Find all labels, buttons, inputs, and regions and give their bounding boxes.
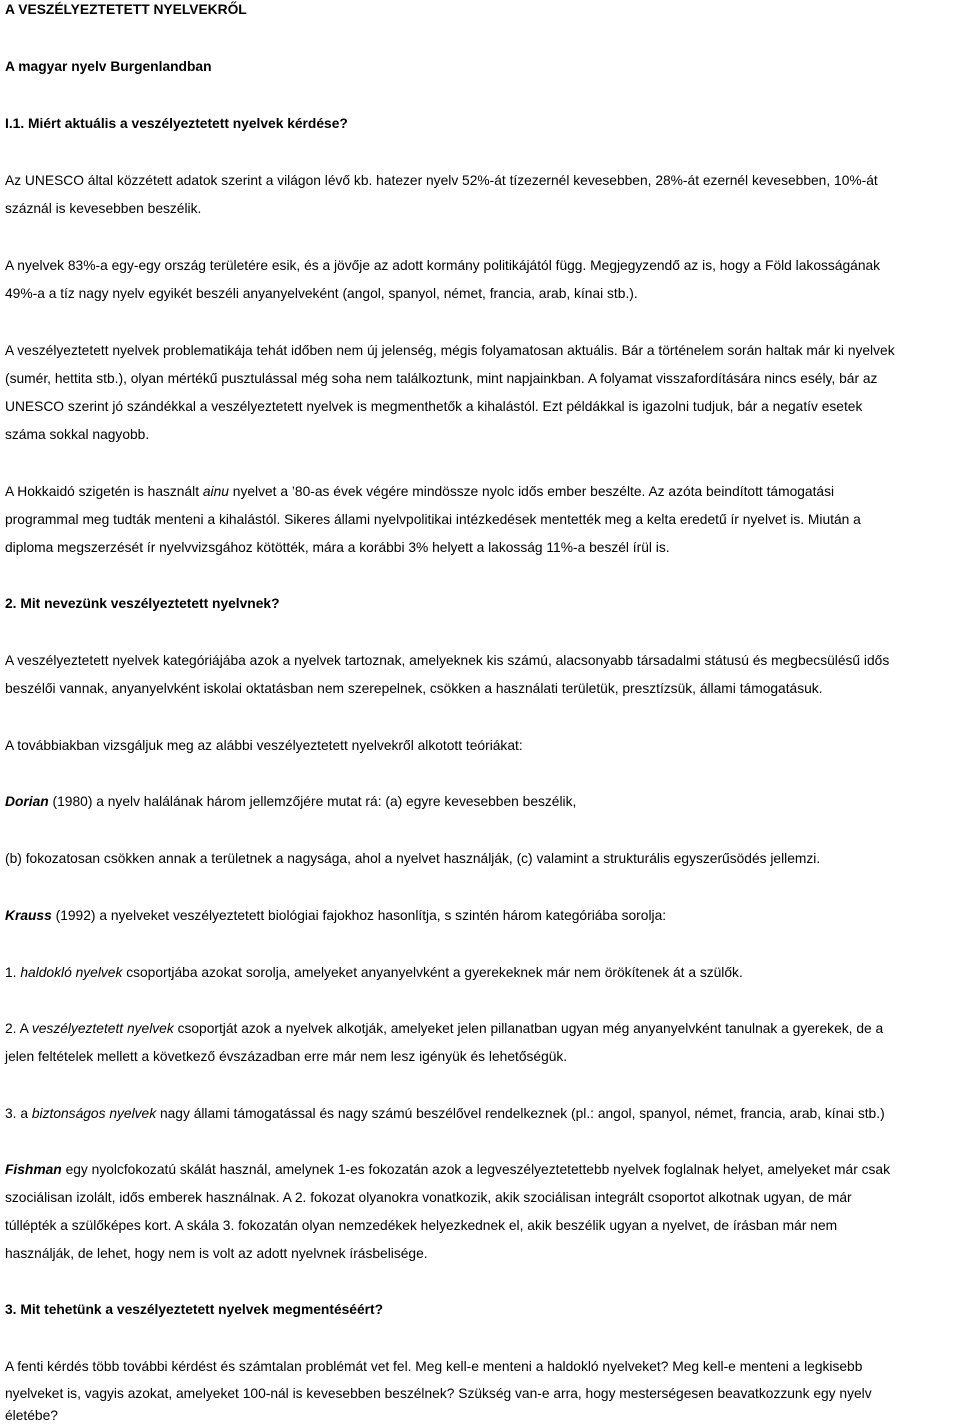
paragraph-line: nyelveket is, vagyis azokat, amelyeket 100-nál is kevesebben beszélnek? Szükség van-e arra, hogy mesterségesen beavatkozzunk egy nyelv xyxy=(5,1386,872,1401)
text-run: (1980) a nyelv halálának három jellemzőjére mutat rá: (a) egyre kevesebben beszélik, xyxy=(48,794,577,809)
paragraph-line: életébe? xyxy=(5,1408,58,1423)
paragraph-line: (sumér, hettita stb.), olyan mértékű pusztulással még soha nem találkoztunk, mint napjainkban. A folyamat visszafordítására nincs esély, bár az xyxy=(5,371,878,386)
term: haldokló nyelvek xyxy=(20,965,123,980)
term-ainu: ainu xyxy=(202,484,229,499)
text-run: nagy állami támogatással és nagy számú beszélővel rendelkeznek (pl.: angol, spanyol, német, francia, arab, kínai stb.) xyxy=(156,1106,885,1121)
paragraph-line: programmal meg tudták menteni a kihalástól. Sikeres állami nyelvpolitikai intézkedések mentették meg a kelta eredetű ír nyelvet is. Miután a xyxy=(5,512,861,527)
paragraph-line xyxy=(5,482,834,502)
paragraph-line xyxy=(5,906,666,926)
paragraph-line: A veszélyeztetett nyelvek kategóriájába azok a nyelvek tartoznak, amelyeknek kis számú, alacsonyabb társadalmi státusú és megbecsülésű idős xyxy=(5,653,890,668)
author-krauss: Krauss xyxy=(5,908,52,923)
paragraph-line: UNESCO szerint jó szándékkal a veszélyeztetett nyelvek is megmenthetők a kihalástól. Ezt példákkal is igazolni tudjuk, bár a negatív esetek xyxy=(5,399,863,414)
paragraph-line: A fenti kérdés több további kérdést és számtalan problémát vet fel. Meg kell-e menteni a haldokló nyelveket? Meg kell-e menteni a legkisebb xyxy=(5,1359,863,1374)
paragraph-line: A továbbiakban vizsgáljuk meg az alábbi veszélyeztetett nyelvekről alkotott teóriákat: xyxy=(5,738,523,753)
author-dorian: Dorian xyxy=(5,794,49,809)
text-run: 1. xyxy=(5,965,21,980)
paragraph-line: túllépték a szülőképes kort. A skála 3. fokozatán olyan nemzedékek helyezkednek el, akik beszélik ugyan a nyelvet, de írásban már nem xyxy=(5,1218,838,1233)
author-fishman: Fishman xyxy=(5,1162,62,1177)
text-run: csoportját azok a nyelvek alkotják, amelyeket jelen pillanatban ugyan még anyanyelvként tanulnak a gyerekek, de a xyxy=(173,1021,884,1036)
section-heading-2: 2. Mit nevezünk veszélyeztetett nyelvnek? xyxy=(5,596,280,611)
text-run: (1992) a nyelveket veszélyeztetett biológiai fajokhoz hasonlítja, s szintén három kategóriába sorolja: xyxy=(51,908,667,923)
list-item xyxy=(5,963,743,983)
section-heading-1: I.1. Miért aktuális a veszélyeztetett nyelvek kérdése? xyxy=(5,116,348,131)
paragraph-line: diploma megszerzését ír nyelvvizsgához kötötték, mára a korábbi 3% helyett a lakosság 11%-a beszél írül is. xyxy=(5,540,670,555)
document-title: A VESZÉLYEZTETETT NYELVEKRŐL xyxy=(5,2,247,17)
paragraph-line xyxy=(5,1160,890,1180)
text-run: csoportjába azokat sorolja, amelyeket anyanyelvként a gyerekeknek már nem örökítenek át a szülők. xyxy=(122,965,743,980)
paragraph-line xyxy=(5,792,576,812)
paragraph-line: 49%-a a tíz nagy nyelv egyikét beszéli anyanyelveként (angol, spanyol, német, francia, arab, kínai stb.). xyxy=(5,286,638,301)
text-run: egy nyolcfokozatú skálát használ, amelynek 1-es fokozatán azok a legveszélyeztetettebb nyelvek foglalnak helyet, amelyeket már csak xyxy=(61,1162,890,1177)
paragraph-line: A veszélyeztetett nyelvek problematikája tehát időben nem új jelenség, mégis folyamatosan aktuális. Bár a történelem során haltak már ki nyelvek xyxy=(5,343,895,358)
section-heading-3: 3. Mit tehetünk a veszélyeztetett nyelvek megmentéséért? xyxy=(5,1302,384,1317)
paragraph-line: A nyelvek 83%-a egy-egy ország területére esik, és a jövője az adott kormány politikájától függ. Megjegyzendő az is, hogy a Föld lakosságának xyxy=(5,258,881,273)
text-run: A Hokkaidó szigetén is használt xyxy=(5,484,203,499)
text-run: 3. a xyxy=(5,1106,32,1121)
paragraph-line: száznál is kevesebben beszélik. xyxy=(5,201,202,216)
document-subtitle: A magyar nyelv Burgenlandban xyxy=(5,59,212,74)
text-run: 2. A xyxy=(5,1021,32,1036)
term: biztonságos nyelvek xyxy=(31,1106,157,1121)
paragraph-line: jelen feltételek mellett a következő évszázadban erre már nem lesz igényük és lehetőségük. xyxy=(5,1049,568,1064)
paragraph-line: Az UNESCO által közzétett adatok szerint a világon lévő kb. hatezer nyelv 52%-át tízezernél kevesebben, 28%-át ezernél kevesebben, 10%-át xyxy=(5,173,878,188)
paragraph-line: használják, de lehet, hogy nem is volt az adott nyelvnek írásbelisége. xyxy=(5,1246,428,1261)
paragraph-line: száma sokkal nagyobb. xyxy=(5,427,150,442)
paragraph-line: (b) fokozatosan csökken annak a területnek a nagysága, ahol a nyelvet használják, (c) valamint a strukturális egyszerűsödés jellemzi. xyxy=(5,851,821,866)
list-item xyxy=(5,1019,883,1039)
paragraph-line: szociálisan izolált, idős emberek használnak. A 2. fokozat olyanokra vonatkozik, akik szociálisan integrált csoportot alkotnak ugyan, de már xyxy=(5,1190,852,1205)
list-item xyxy=(5,1104,885,1124)
term: veszélyeztetett nyelvek xyxy=(31,1021,174,1036)
text-run: nyelvet a ’80-as évek végére mindössze nyolc idős ember beszélte. Az azóta beindított támogatási xyxy=(228,484,835,499)
paragraph-line: beszélői vannak, anyanyelvként iskolai oktatásban nem szerepelnek, csökken a használati területük, presztízsük, állami támogatásuk. xyxy=(5,681,823,696)
